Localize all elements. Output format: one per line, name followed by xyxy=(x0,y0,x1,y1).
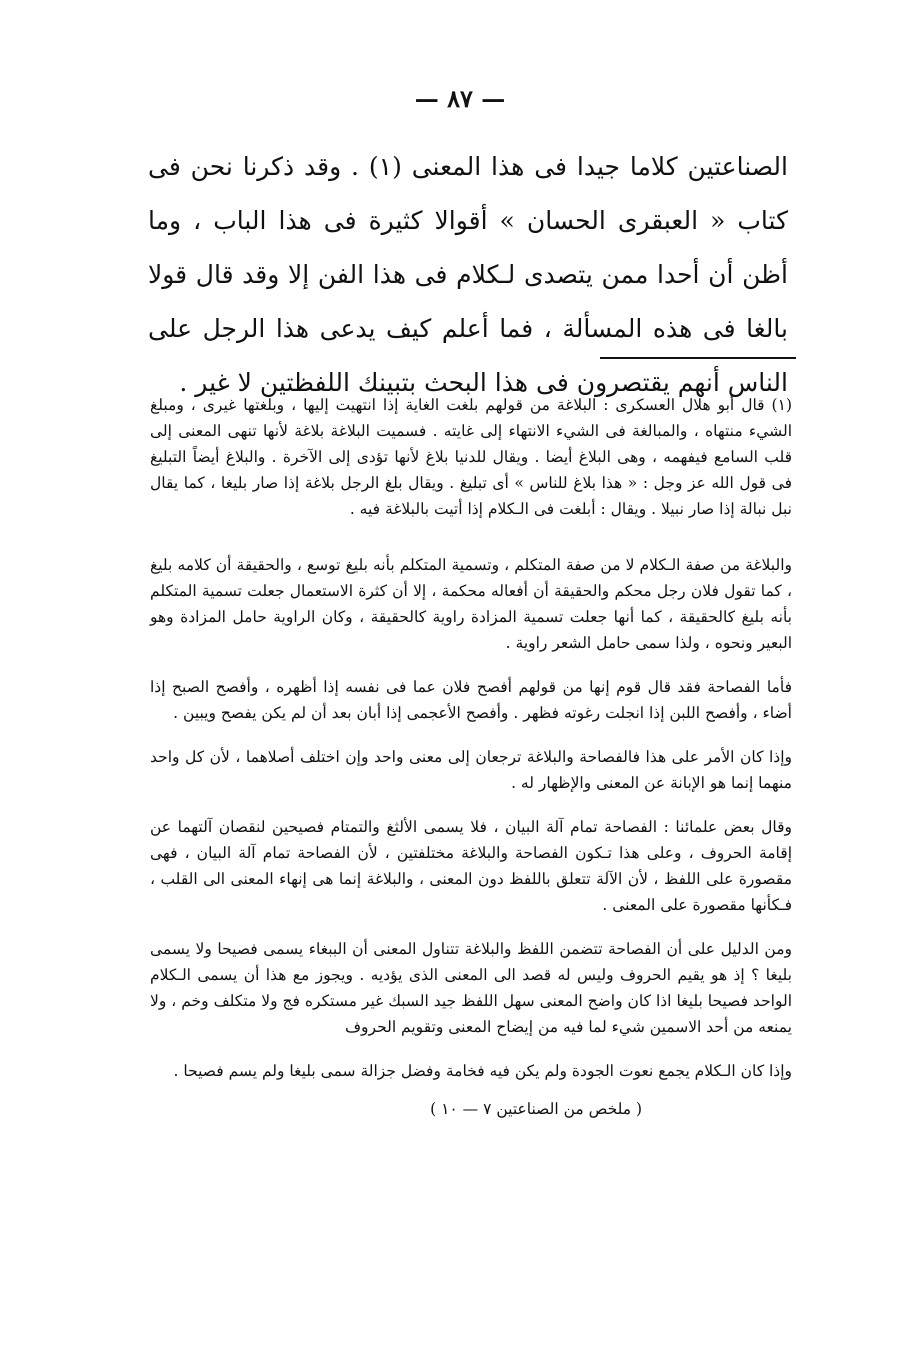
footnote-paragraph-4: وإذا كان الأمر على هذا فالفصاحة والبلاغة ترجعان إلى معنى واحد وإن اختلف أصلاهما ، لأن كل واحد منهما إنما هو الإبانة عن المعنى والإظهار له . xyxy=(150,748,792,792)
footnote-1: (١) قال أبو هلال العسكرى : البلاغة من قولهم بلغت الغاية إذا انتهيت إليها ، وبلغتها غيرى ، ومبلغ الشيء منتهاه ، والمبالغة فى الشيء الانتهاء إلى غايته . فسميت البلاغة بلاغة لأنها تنهى المعنى إلى قلب السامع فيفهمه ، وهى البلاغ أيضا . ويقال للدنيا بلاغ لأنها تؤدى إلى الآخرة . والبلاغ أيضاً التبليغ فى قول الله عز وجل : « هذا بلاغ للناس » أى تبليغ . ويقال بلغ الرجل بلاغة إذا صار بليغا ، كما يقال نبل نبالة إذا صار نبيلا . ويقال : أبلغت فى الـكلام إذا أتيت بالبلاغة فيه . xyxy=(150,396,792,518)
page-number: — ٨٧ — xyxy=(414,84,506,113)
footnotes-section xyxy=(150,392,792,1140)
footnote-separator xyxy=(600,357,796,359)
footnote-paragraph-2: والبلاغة من صفة الـكلام لا من صفة المتكلم ، وتسمية المتكلم بأنه بليغ توسع ، والحقيقة أن كلامه بليغ ، كما تقول فلان رجل محكم والحقيقة أن أفعاله محكمة ، إلا أن كثرة الاستعمال جعلت تسمية المتكلم بأنه بليغ كالحقيقة ، كما أنها جعلت تسمية المزادة راوية كالحقيقة ، وكان الراوية حامل المزادة وهو البعير ونحوه ، ولذا سمى حامل الشعر راوية . xyxy=(150,556,792,652)
footnote-paragraph-6: ومن الدليل على أن الفصاحة تتضمن اللفظ والبلاغة تتناول المعنى أن الببغاء يسمى فصيحا ولا يسمى بليغا ؟ إذ هو يقيم الحروف وليس له قصد الى المعنى الذى يؤديه . ويجوز مع هذا أن يسمى الـكلام الواحد فصيحا بليغا اذا كان واضح المعنى سهل اللفظ جيد السبك غير مستكره فج ولا متكلف وخم ، ولا يمنعه من أحد الاسمين شيء لما فيه من إيضاح المعنى وتقويم الحروف xyxy=(150,940,792,1036)
footnote-paragraph-7: وإذا كان الـكلام يجمع نعوت الجودة ولم يكن فيه فخامة وفضل جزالة سمى بليغا ولم يسم فصيحا . xyxy=(173,1062,792,1080)
footnote-paragraph-3: فأما الفصاحة فقد قال قوم إنها من قولهم أفصح فلان عما فى نفسه إذا أظهره ، وأفصح الصبح إذا أضاء ، وأفصح اللبن إذا انجلت رغوته فظهر . وأفصح الأعجمى إذا أبان بعد أن لم يكن يفصح ويبين . xyxy=(150,678,792,722)
main-paragraph: الصناعتين كلاما جيدا فى هذا المعنى (١) . وقد ذكرنا نحن فى كتاب « العبقرى الحسان » أقوالا كثيرة فى هذا الباب ، وما أظن أن أحدا ممن يتصدى لـكلام فى هذا الفن إلا وقد قال قولا بالغا فى هذه المسألة ، فما أعلم كيف يدعى هذا الرجل على الناس أنهم يقتصرون فى هذا البحث بتبينك اللفظتين لا غير . xyxy=(148,152,788,397)
footnote-paragraph-5: وقال بعض علمائنا : الفصاحة تمام آلة البيان ، فلا يسمى الألثغ والتمتام فصيحين لنقصان آلتهما عن إقامة الحروف ، وعلى هذا تـكون الفصاحة والبلاغة مختلفتين ، لأن الفصاحة تمام آلة البيان ، فهى مقصورة على اللفظ ، لأن الآلة تتعلق باللفظ دون المعنى ، والبلاغة إنما هى إنهاء المعنى الى القلب ، فـكأنها مقصورة على المعنى . xyxy=(150,818,792,914)
footnote-source: ( ملخص من الصناعتين ٧ — ١٠ ) xyxy=(430,1100,642,1118)
